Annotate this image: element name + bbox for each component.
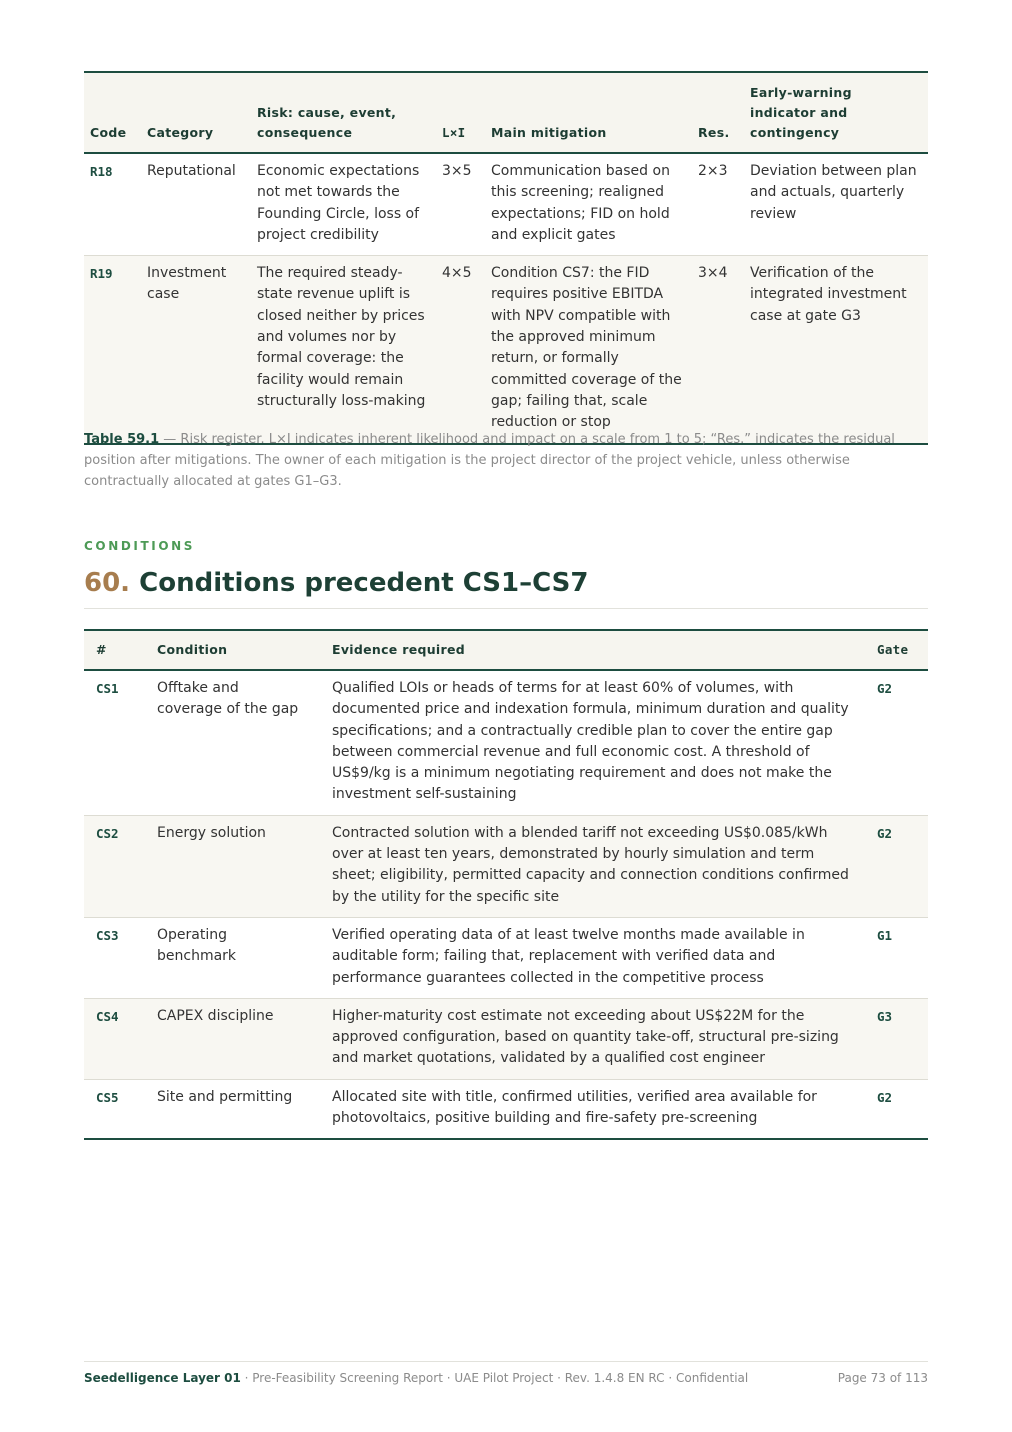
condition-gate: G3 bbox=[877, 1008, 893, 1024]
page-footer bbox=[84, 1361, 928, 1385]
table-row bbox=[84, 998, 928, 1079]
table-row bbox=[84, 815, 928, 917]
condition-name: Energy solution bbox=[157, 824, 266, 841]
condition-name: Site and permitting bbox=[157, 1088, 293, 1105]
table-row bbox=[84, 1079, 928, 1139]
condition-gate: G1 bbox=[877, 927, 893, 943]
section-heading bbox=[84, 565, 928, 609]
col-header-res: Res. bbox=[698, 125, 730, 140]
section-title: Conditions precedent CS1–CS7 bbox=[139, 568, 589, 598]
footer-brand: Seedelligence Layer 01 bbox=[84, 1371, 241, 1385]
condition-id: CS3 bbox=[96, 927, 119, 943]
condition-name: Offtake and coverage of the gap bbox=[157, 680, 299, 718]
col-header-indicator: Early-warning indicator and contingency bbox=[750, 85, 852, 140]
condition-id: CS1 bbox=[96, 681, 119, 696]
table-row bbox=[84, 256, 928, 444]
table-row bbox=[84, 917, 928, 998]
condition-id: CS5 bbox=[96, 1089, 119, 1105]
col-header-num: # bbox=[96, 642, 107, 657]
page-number: Page 73 of 113 bbox=[837, 1371, 928, 1385]
col-header-code: Code bbox=[90, 125, 127, 140]
condition-id: CS2 bbox=[96, 825, 119, 841]
risk-code: R19 bbox=[90, 266, 113, 282]
condition-gate: G2 bbox=[877, 1089, 893, 1105]
footer-left bbox=[84, 1371, 748, 1385]
risk-residual: 3×4 bbox=[698, 265, 728, 282]
risk-lxi: 3×5 bbox=[442, 163, 472, 179]
col-header-lxi: L×I bbox=[442, 125, 466, 140]
condition-evidence: Contracted solution with a blended tariff not exceeding US$0.085/kWh over at least ten years, demonstrated by hourly simulation and term sheet; eligibility, permitted capacity and connection conditions confirmed by the utility for the specific site bbox=[332, 824, 849, 905]
section-number: 60. bbox=[84, 568, 131, 598]
table-row bbox=[84, 670, 928, 815]
condition-evidence: Higher-maturity cost estimate not exceeding about US$22M for the approved configuration, based on quantity take-off, structural pre-sizing and market quotations, validated by a qualified cost engineer bbox=[332, 1007, 839, 1067]
condition-evidence: Verified operating data of at least twelve months made available in auditable form; failing that, replacement with verified data and performance guarantees collected in the competitive process bbox=[332, 926, 805, 986]
col-header-risk: Risk: cause, event, consequence bbox=[257, 105, 397, 140]
conditions-table-header bbox=[84, 630, 928, 670]
section-kicker: CONDITIONS bbox=[84, 539, 196, 553]
condition-gate: G2 bbox=[877, 825, 893, 841]
col-header-category: Category bbox=[147, 125, 214, 140]
risk-residual: 2×3 bbox=[698, 163, 728, 179]
condition-name: CAPEX discipline bbox=[157, 1007, 274, 1024]
table-row bbox=[84, 153, 928, 256]
conditions-table bbox=[84, 629, 928, 1140]
caption-text: — Risk register. L×I indicates inherent likelihood and impact on a scale from 1 to 5; “Res.” indicates the residual position after mitigations. The owner of each mitigation is the project director of the project vehicle, unless otherwise contractually allocated at gates G1–G3. bbox=[84, 432, 895, 489]
risk-category: Reputational bbox=[147, 163, 236, 179]
table-caption bbox=[84, 429, 928, 492]
risk-description: The required steady-state revenue uplift is closed neither by prices and volumes nor by formal coverage: the facility would remain structurally loss-making bbox=[257, 265, 426, 409]
risk-description: Economic expectations not met towards the Founding Circle, loss of project credibility bbox=[257, 163, 420, 243]
caption-label: Table 59.1 bbox=[84, 432, 160, 447]
condition-id: CS4 bbox=[96, 1008, 119, 1024]
condition-gate: G2 bbox=[877, 681, 893, 696]
condition-evidence: Allocated site with title, confirmed utilities, verified area available for photovoltaics, positive building and fire-safety pre-screening bbox=[332, 1088, 817, 1127]
col-header-gate: Gate bbox=[877, 642, 909, 657]
risk-mitigation: Condition CS7: the FID requires positive EBITDA with NPV compatible with the approved minimum return, or formally committed coverage of the gap; failing that, scale reduction or stop bbox=[491, 265, 682, 431]
condition-name: Operating benchmark bbox=[157, 926, 237, 965]
col-header-mitigation: Main mitigation bbox=[491, 125, 607, 140]
col-header-condition: Condition bbox=[157, 642, 228, 657]
risk-register-table bbox=[84, 71, 928, 445]
risk-table-header bbox=[84, 72, 928, 153]
col-header-evidence: Evidence required bbox=[332, 642, 465, 657]
footer-text: · Pre-Feasibility Screening Report · UAE Pilot Project · Rev. 1.4.8 EN RC · Confidential bbox=[240, 1371, 749, 1385]
risk-code: R18 bbox=[90, 164, 113, 179]
risk-indicator: Deviation between plan and actuals, quarterly review bbox=[750, 163, 917, 222]
condition-evidence: Qualified LOIs or heads of terms for at least 60% of volumes, with documented price and indexation formula, minimum duration and quality specifications; and a contractually credible plan to cover the entire gap between commercial revenue and full economic cost. A threshold of US$9/kg is a minimum negotiating requirement and does not make the investment self-sustaining bbox=[332, 680, 849, 803]
risk-lxi: 4×5 bbox=[442, 265, 472, 282]
risk-indicator: Verification of the integrated investment case at gate G3 bbox=[750, 265, 907, 324]
risk-mitigation: Communication based on this screening; realigned expectations; FID on hold and explicit gates bbox=[491, 163, 670, 243]
risk-category: Investment case bbox=[147, 265, 227, 303]
